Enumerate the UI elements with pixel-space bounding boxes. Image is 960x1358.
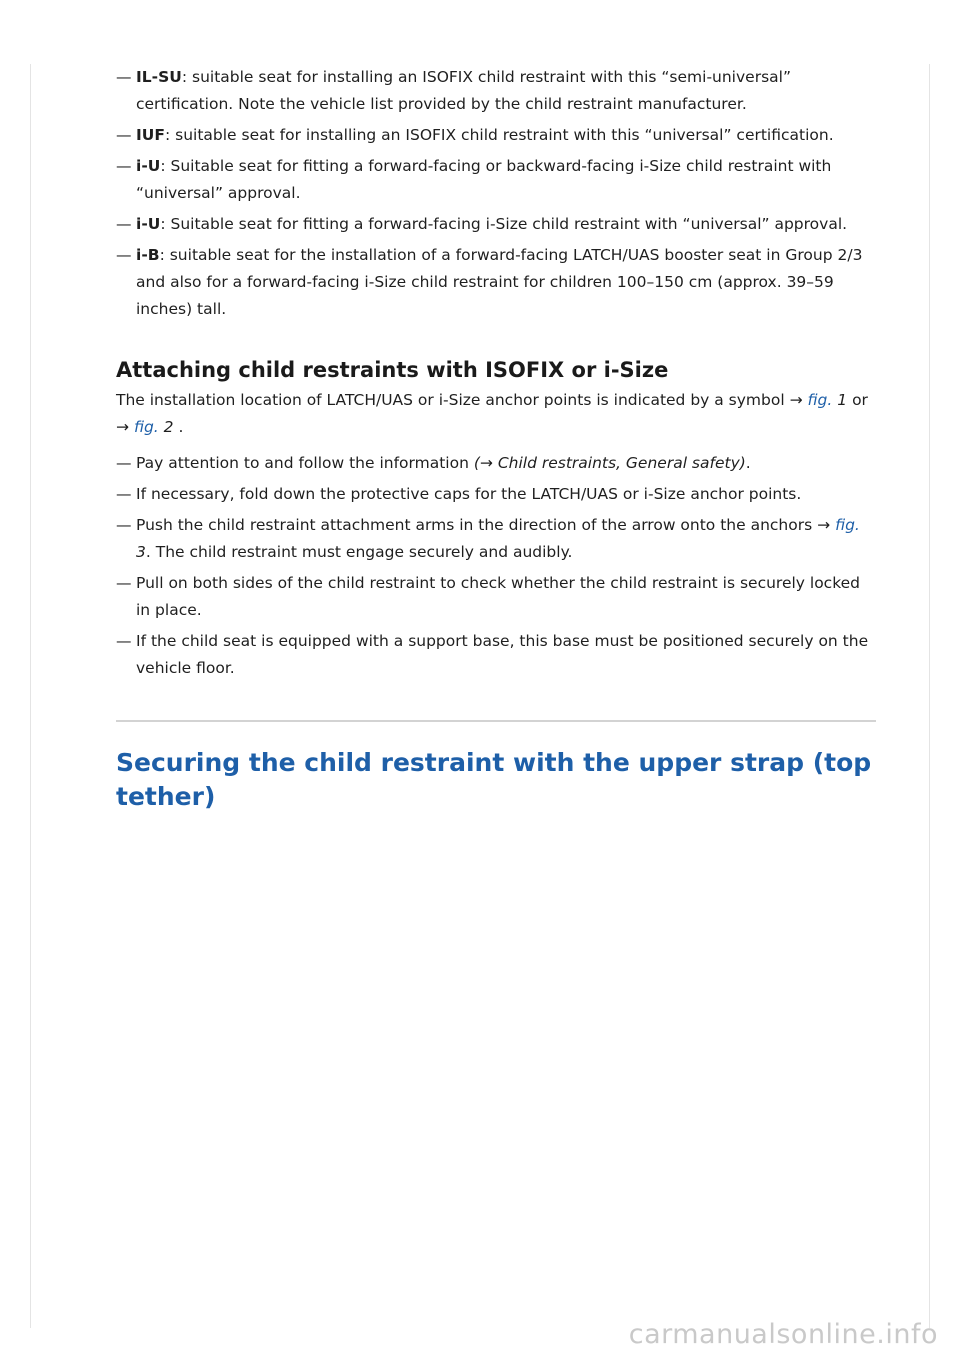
dash-bullet: — <box>116 574 132 592</box>
list-item: — Push the child restraint attachment arms in the direction of the arrow onto the anchors → fig. 3. The child restraint must engage securely and audibly. <box>116 512 876 566</box>
next-section-heading: Securing the child restraint with the upper strap (top tether) <box>116 748 872 811</box>
list-item: — If necessary, fold down the protective caps for the LATCH/UAS or i-Size anchor points. <box>116 481 876 508</box>
figure-link-2[interactable]: → fig. 2 <box>116 418 174 436</box>
intro-paragraph: The installation location of LATCH/UAS or i-Size anchor points is indicated by a symbol → fig. 1 or → fig. 2 . <box>116 391 868 436</box>
designation-text: Suitable seat for fitting a forward-facing or backward-facing i-Size child restraint with “universal” approval. <box>136 157 832 202</box>
section-heading: Attaching child restraints with ISOFIX or i-Size <box>116 358 669 382</box>
arrow-icon: → <box>817 516 831 534</box>
designation-text: suitable seat for the installation of a forward-facing LATCH/UAS booster seat in Group 2/3 and also for a forward-facing i-Size child restraint for children 100–150 cm (approx. 39–59 inches) tall. <box>136 246 863 318</box>
list-item: — Pay attention to and follow the information (→ Child restraints, General safety). <box>116 450 876 477</box>
dash-bullet: — <box>116 246 132 264</box>
dash-bullet: — <box>116 632 132 650</box>
designation-code: IUF <box>136 126 165 144</box>
arrow-icon: → <box>789 391 803 409</box>
watermark: carmanualsonline.info <box>628 1319 938 1350</box>
safety-section-link[interactable]: (→ Child restraints, General safety) <box>473 454 746 472</box>
designation-code: i-U <box>136 215 161 233</box>
list-item: — IL-SU: suitable seat for installing an ISOFIX child restraint with this “semi-universal” certification. Note the vehicle list provided by the child restraint manufacturer. <box>116 64 876 118</box>
section-divider <box>116 720 876 722</box>
dash-bullet: — <box>116 215 132 233</box>
dash-bullet: — <box>116 68 132 86</box>
list-item: — i-B: suitable seat for the installation of a forward-facing LATCH/UAS booster seat in Group 2/3 and also for a forward-facing i-Size child restraint for children 100–150 cm (approx. 39–59 inches) tall. <box>116 242 876 323</box>
dash-bullet: — <box>116 485 132 503</box>
list-item: — If the child seat is equipped with a support base, this base must be positioned securely on the vehicle floor. <box>116 628 876 682</box>
list-item: — i-U: Suitable seat for fitting a forward-facing or backward-facing i-Size child restraint with “universal” approval. <box>116 153 876 207</box>
list-item: — Pull on both sides of the child restraint to check whether the child restraint is securely locked in place. <box>116 570 876 624</box>
designation-code: i-U <box>136 157 161 175</box>
list-item: — IUF: suitable seat for installing an ISOFIX child restraint with this “universal” certification. <box>116 122 876 149</box>
arrow-icon: → <box>116 418 129 436</box>
dash-bullet: — <box>116 126 132 144</box>
left-margin-rule <box>30 64 31 1328</box>
steps-list <box>116 450 876 682</box>
page-content <box>116 64 876 814</box>
figure-link-3[interactable]: → fig. 3 <box>136 516 860 561</box>
designation-code: IL-SU <box>136 68 182 86</box>
dash-bullet: — <box>116 516 132 534</box>
list-item: — i-U: Suitable seat for fitting a forward-facing i-Size child restraint with “universal” approval. <box>116 211 876 238</box>
seat-designation-list <box>116 64 876 323</box>
designation-code: i-B <box>136 246 160 264</box>
designation-text: suitable seat for installing an ISOFIX child restraint with this “semi-universal” certification. Note the vehicle list provided by the child restraint manufacturer. <box>136 68 791 113</box>
designation-text: suitable seat for installing an ISOFIX child restraint with this “universal” certification. <box>175 126 834 144</box>
designation-text: Suitable seat for fitting a forward-facing i-Size child restraint with “universal” approval. <box>170 215 848 233</box>
right-margin-rule <box>929 64 930 1328</box>
dash-bullet: — <box>116 454 132 472</box>
figure-link-1[interactable]: → fig. 1 <box>789 391 848 409</box>
dash-bullet: — <box>116 157 132 175</box>
